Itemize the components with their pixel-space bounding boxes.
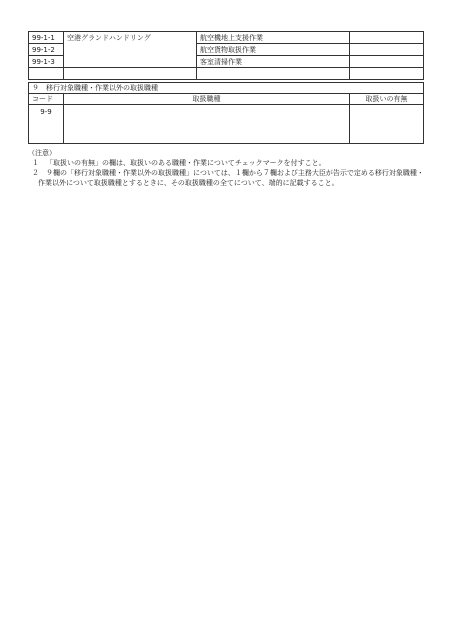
note-text: ９欄の「移行対象職種・作業以外の取扱職種」については、１欄から７欄および主務大臣が告示で定める移行対象職種・作業以外について取扱職種とするときに、その取扱職種の全てについて、端的に記載すること。 — [38, 169, 424, 187]
section-9-title-row — [29, 83, 424, 94]
note-item — [24, 158, 424, 168]
group-cell — [64, 68, 197, 80]
group-cell — [64, 56, 197, 68]
occupation-cell[interactable] — [64, 105, 350, 144]
note-number: ２ — [32, 169, 39, 177]
note-item — [24, 168, 424, 188]
handled-cell[interactable] — [350, 105, 424, 144]
code-cell: 99-1-2 — [29, 44, 64, 56]
table-row — [29, 44, 424, 56]
check-cell[interactable] — [350, 68, 424, 80]
handled-header: 取扱いの有無 — [350, 94, 424, 105]
note-number: １ — [32, 159, 39, 167]
section-9-header-row — [29, 94, 424, 105]
occupation-table — [28, 31, 424, 80]
check-cell[interactable] — [350, 44, 424, 56]
code-cell: 99-1-1 — [29, 32, 64, 44]
table-row — [29, 32, 424, 44]
job-cell: 航空機地上支援作業 — [197, 32, 350, 44]
job-cell: 客室清掃作業 — [197, 56, 350, 68]
code-cell: 9-9 — [29, 105, 64, 144]
occupation-header: 取扱職種 — [64, 94, 350, 105]
table-row — [29, 105, 424, 144]
job-cell: 航空貨物取扱作業 — [197, 44, 350, 56]
notes-section — [24, 148, 424, 188]
code-cell — [29, 68, 64, 80]
check-cell[interactable] — [350, 32, 424, 44]
group-cell — [64, 44, 197, 56]
section-9-table — [28, 82, 424, 144]
table-row-empty — [29, 68, 424, 80]
check-cell[interactable] — [350, 56, 424, 68]
group-cell: 空港グランドハンドリング — [64, 32, 197, 44]
note-text: 「取扱いの有無」の欄は、取扱いのある職種・作業についてチェックマークを付すこと。 — [46, 159, 326, 167]
code-header: コード — [29, 94, 64, 105]
section-9-title: ９ 移行対象職種・作業以外の取扱職種 — [29, 83, 424, 94]
job-cell — [197, 68, 350, 80]
code-cell: 99-1-3 — [29, 56, 64, 68]
table-row — [29, 56, 424, 68]
notes-heading: （注意） — [28, 149, 56, 157]
